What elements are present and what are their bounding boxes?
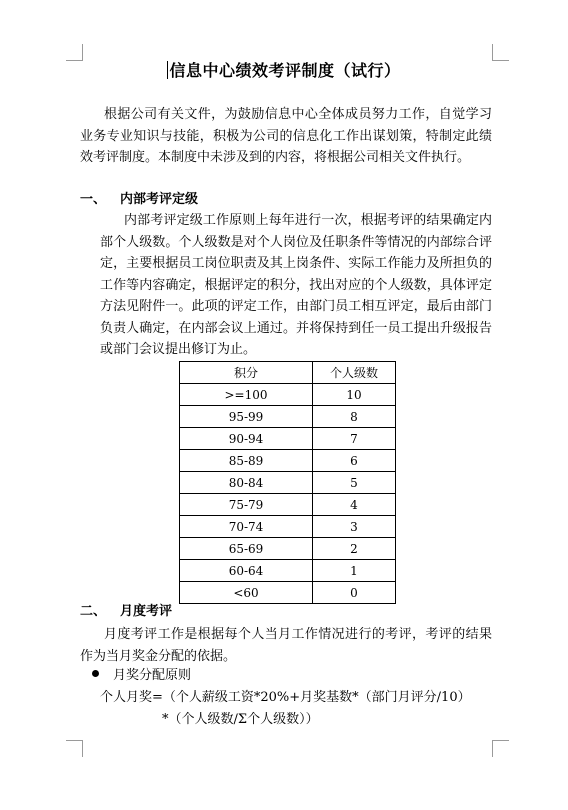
table-row bbox=[180, 494, 396, 516]
corner-mark-bottom-right bbox=[492, 740, 509, 757]
table-row bbox=[180, 538, 396, 560]
table-cell[interactable]: 70-74 bbox=[180, 516, 313, 538]
corner-mark-top-right bbox=[492, 44, 509, 61]
bullet-item[interactable] bbox=[92, 666, 191, 686]
table-row bbox=[180, 406, 396, 428]
section1-heading[interactable] bbox=[80, 190, 198, 210]
section1-heading-text[interactable]: 内部考评定级 bbox=[120, 192, 199, 207]
table-row bbox=[180, 450, 396, 472]
section2-paragraph[interactable]: 月度考评工作是根据每个人当月工作情况进行的考评，考评的结果作为当月奖金分配的依据。 bbox=[80, 627, 492, 664]
table-cell[interactable]: 5 bbox=[313, 472, 396, 494]
table-cell[interactable]: 10 bbox=[313, 384, 396, 406]
bullet-dot-icon bbox=[92, 670, 99, 677]
table-cell[interactable]: 6 bbox=[313, 450, 396, 472]
table-header-row bbox=[180, 362, 396, 384]
bullet-item-text[interactable]: 月奖分配原则 bbox=[113, 668, 192, 683]
table-cell[interactable]: 90-94 bbox=[180, 428, 313, 450]
table-cell[interactable]: 75-79 bbox=[180, 494, 313, 516]
formula-line-1[interactable]: 个人月奖=（个人薪级工资*20%+月奖基数*（部门月评分/10） bbox=[100, 690, 471, 705]
table-row bbox=[180, 516, 396, 538]
table-cell[interactable]: 60-64 bbox=[180, 560, 313, 582]
table-row bbox=[180, 582, 396, 604]
table-cell[interactable]: 65-69 bbox=[180, 538, 313, 560]
table-cell[interactable]: 4 bbox=[313, 494, 396, 516]
intro-paragraph[interactable]: 根据公司有关文件，为鼓励信息中心全体成员努力工作，自觉学习业务专业知识与技能，积极为公司的信息化工作出谋划策，特制定此绩效考评制度。本制度中未涉及到的内容，将根据公司相关文件执行。 bbox=[80, 107, 492, 165]
table-row bbox=[180, 384, 396, 406]
table-cell[interactable]: >=100 bbox=[180, 384, 313, 406]
table-header-cell[interactable]: 积分 bbox=[180, 362, 313, 384]
section1-number: 一、 bbox=[80, 192, 107, 207]
table-cell[interactable]: 2 bbox=[313, 538, 396, 560]
table-cell[interactable]: <60 bbox=[180, 582, 313, 604]
table-cell[interactable]: 1 bbox=[313, 560, 396, 582]
section2-number: 二、 bbox=[80, 604, 107, 619]
table-cell[interactable]: 0 bbox=[313, 582, 396, 604]
document-title-text[interactable]: 信息中心绩效考评制度（试行） bbox=[169, 61, 401, 80]
section2-heading[interactable] bbox=[80, 602, 172, 622]
table-row bbox=[180, 560, 396, 582]
table-cell[interactable]: 80-84 bbox=[180, 472, 313, 494]
grade-table bbox=[179, 361, 396, 604]
formula-line-2[interactable]: *（个人级数/Σ个人级数）） bbox=[162, 712, 319, 727]
table-row bbox=[180, 428, 396, 450]
table-cell[interactable]: 7 bbox=[313, 428, 396, 450]
table-header-cell[interactable]: 个人级数 bbox=[313, 362, 396, 384]
document-title[interactable] bbox=[80, 58, 488, 81]
section2-heading-text[interactable]: 月度考评 bbox=[120, 604, 173, 619]
table-cell[interactable]: 8 bbox=[313, 406, 396, 428]
table-row bbox=[180, 472, 396, 494]
corner-mark-bottom-left bbox=[66, 740, 83, 757]
table-cell[interactable]: 3 bbox=[313, 516, 396, 538]
section1-paragraph[interactable]: 内部考评定级工作原则上每年进行一次，根据考评的结果确定内部个人级数。个人级数是对个人岗位及任职条件等情况的内部综合评定，主要根据员工岗位职责及其上岗条件、实际工作能力及所担负的工作等内容确定，根据评定的积分，找出对应的个人级数，具体评定方法见附件一。此项的评定工作，由部门员工相互评定，最后由部门负责人确定，在内部会议上通过。并将保持到任一员工提出升级报告或部门会议提出修订为止。 bbox=[100, 213, 492, 357]
table-cell[interactable]: 95-99 bbox=[180, 406, 313, 428]
table-cell[interactable]: 85-89 bbox=[180, 450, 313, 472]
